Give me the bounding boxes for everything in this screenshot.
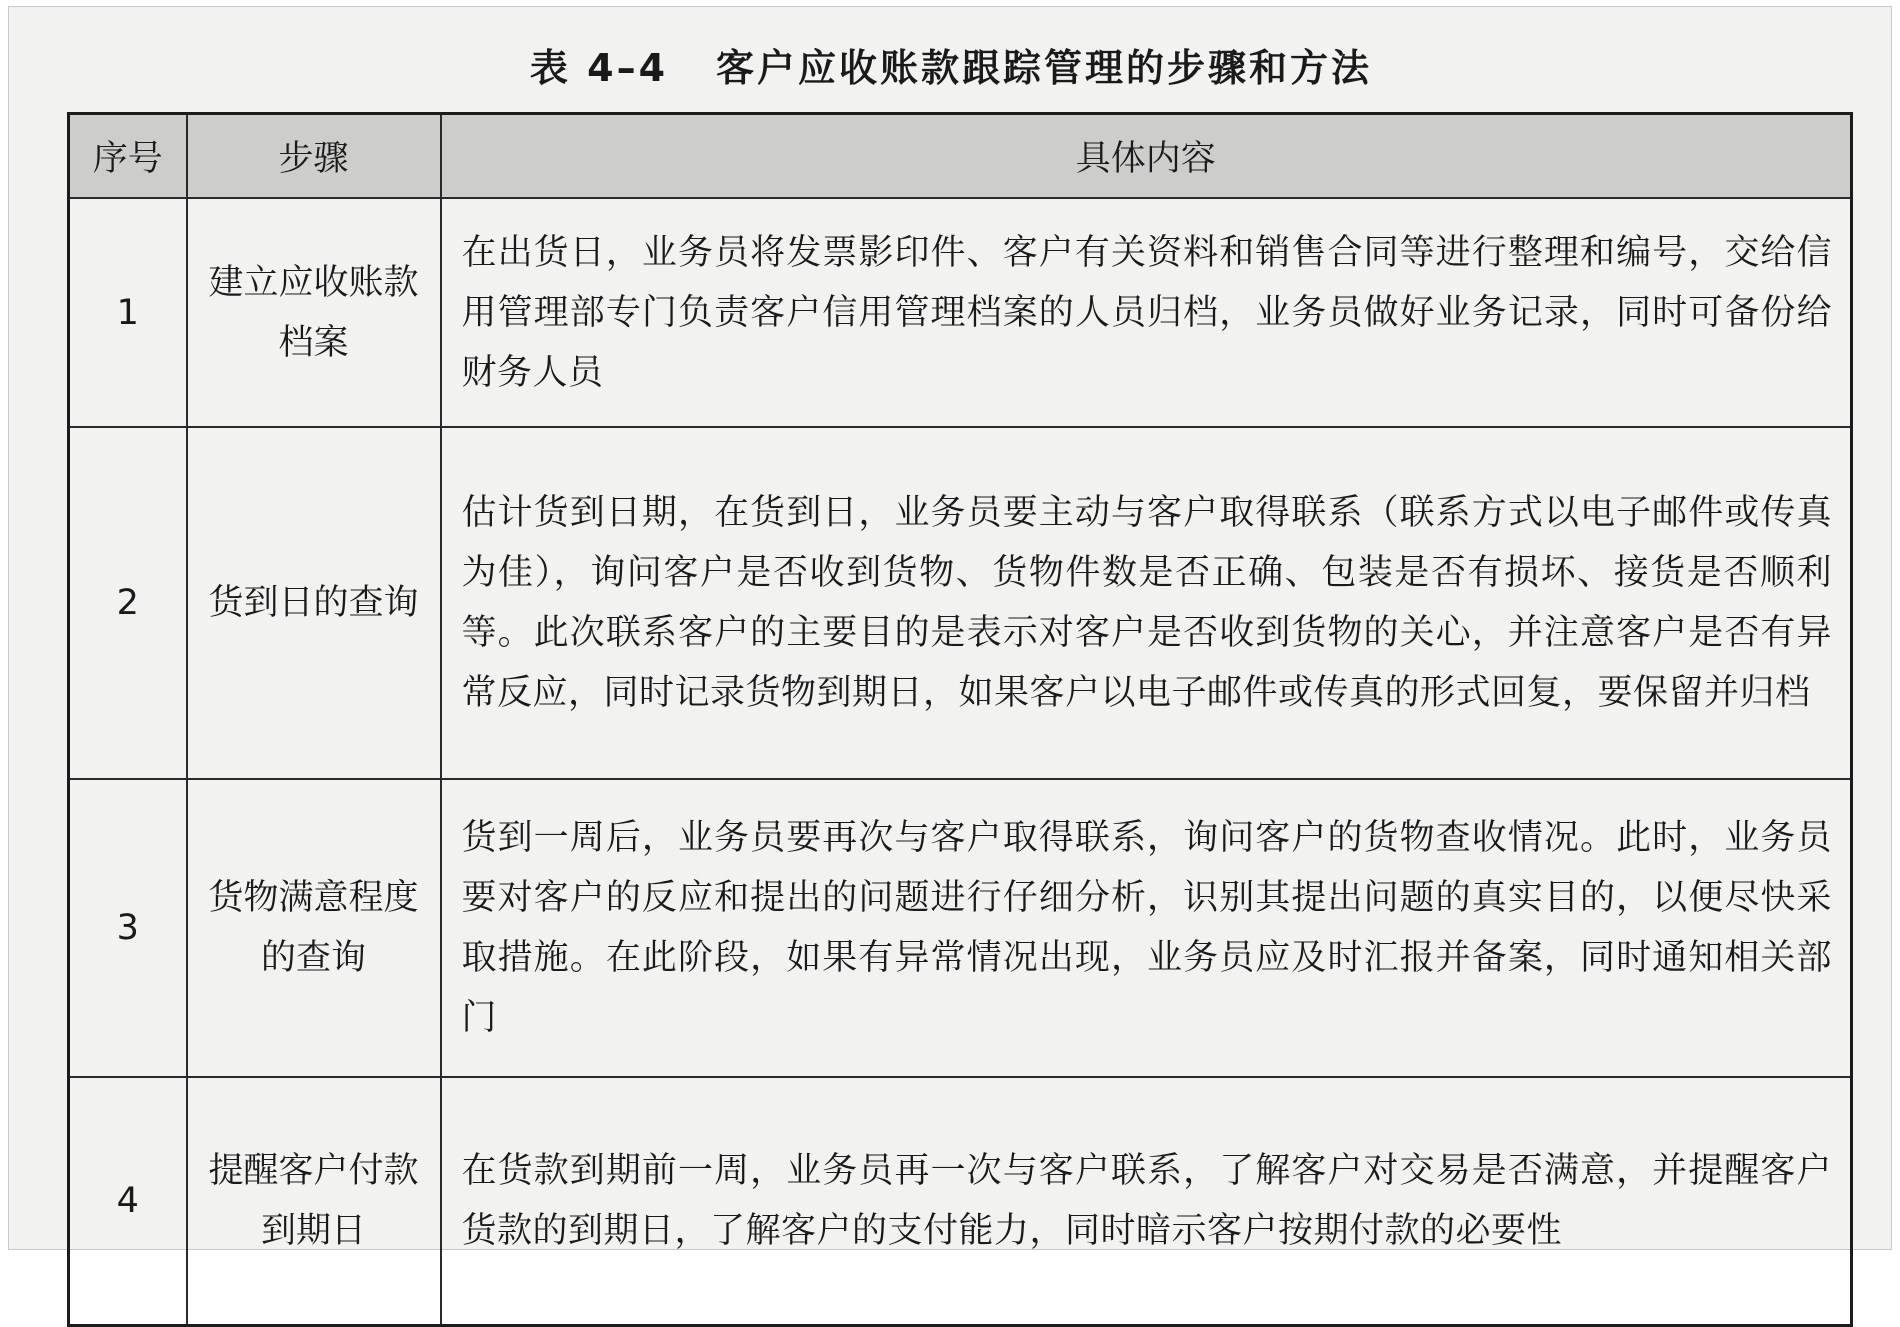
data-table — [67, 112, 1853, 1327]
table-row — [69, 1077, 1852, 1326]
table-row — [69, 198, 1852, 427]
header-row — [69, 114, 1852, 199]
book-page — [8, 6, 1892, 1250]
row-content: 在货款到期前一周，业务员再一次与客户联系，了解客户对交易是否满意，并提醒客户货款的到期日，了解客户的支付能力，同时暗示客户按期付款的必要性 — [441, 1077, 1852, 1326]
table-row — [69, 427, 1852, 779]
row-index: 3 — [69, 779, 187, 1077]
row-step: 提醒客户付款到期日 — [187, 1077, 441, 1326]
table-row — [69, 779, 1852, 1077]
header-content: 具体内容 — [441, 114, 1852, 199]
row-content: 估计货到日期，在货到日，业务员要主动与客户取得联系（联系方式以电子邮件或传真为佳），询问客户是否收到货物、货物件数是否正确、包装是否有损坏、接货是否顺利等。此次联系客户的主要目的是表示对客户是否收到货物的关心，并注意客户是否有异常反应，同时记录货物到期日，如果客户以电子邮件或传真的形式回复，要保留并归档 — [441, 427, 1852, 779]
header-step: 步骤 — [187, 114, 441, 199]
row-step: 货物满意程度的查询 — [187, 779, 441, 1077]
row-step: 货到日的查询 — [187, 427, 441, 779]
row-index: 1 — [69, 198, 187, 427]
row-step: 建立应收账款档案 — [187, 198, 441, 427]
row-content: 在出货日，业务员将发票影印件、客户有关资料和销售合同等进行整理和编号，交给信用管理部专门负责客户信用管理档案的人员归档，业务员做好业务记录，同时可备份给财务人员 — [441, 198, 1852, 427]
row-index: 4 — [69, 1077, 187, 1326]
table-number: 表 4–4 — [529, 46, 669, 90]
row-content: 货到一周后，业务员要再次与客户取得联系，询问客户的货物查收情况。此时，业务员要对客户的反应和提出的问题进行仔细分析，识别其提出问题的真实目的，以便尽快采取措施。在此阶段，如果有异常情况出现，业务员应及时汇报并备案，同时通知相关部门 — [441, 779, 1852, 1077]
header-index: 序号 — [69, 114, 187, 199]
row-index: 2 — [69, 427, 187, 779]
table-title: 客户应收账款跟踪管理的步骤和方法 — [716, 46, 1373, 90]
table-caption — [9, 37, 1893, 92]
